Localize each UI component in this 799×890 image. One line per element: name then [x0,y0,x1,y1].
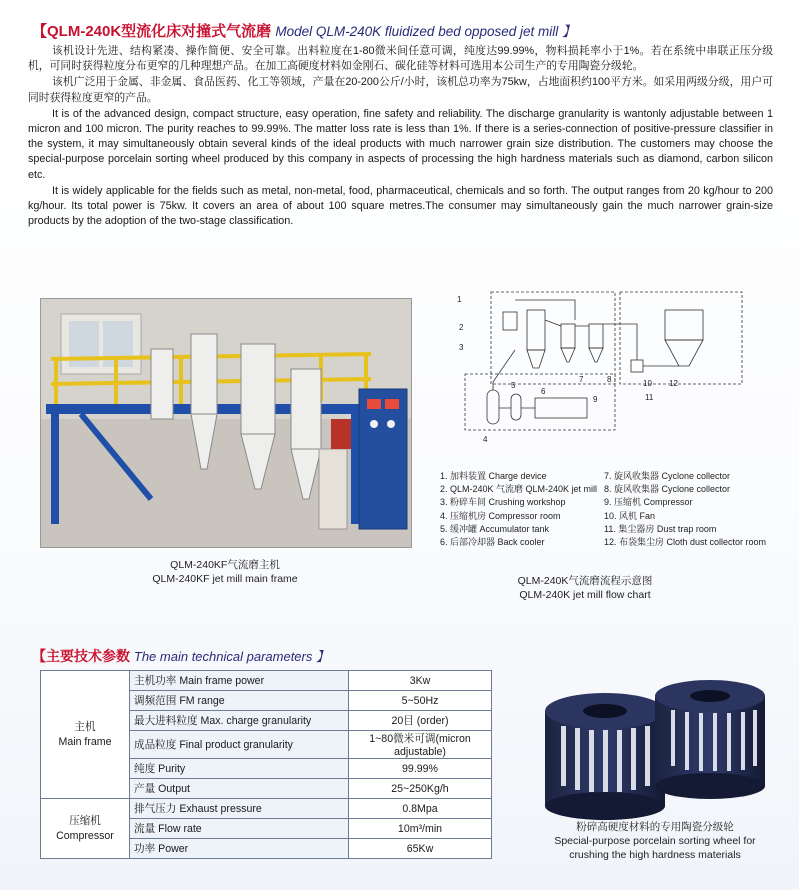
flow-label-12: 12 [669,379,678,388]
param-value: 5~50Hz [349,691,492,711]
legend-item: 6. 后部冷却器 Back cooler [440,537,545,548]
param-value: 20目 (order) [349,711,492,731]
wheel-caption-en-1: Special-purpose porcelain sorting wheel for [554,835,756,847]
flow-caption-en: QLM-240K jet mill flow chart [519,589,651,601]
flow-chart-diagram [455,290,745,465]
legend-item: 3. 粉碎车间 Crushing workshop [440,497,566,508]
param-value: 65Kw [349,839,492,859]
legend-item: 8. 旋风收集器 Cyclone collector [604,484,731,495]
flow-label-6: 6 [541,387,546,396]
param-value: 1~80微米可调(micron adjustable) [349,731,492,759]
flow-label-11: 11 [645,393,654,402]
wheel-caption-en-2: crushing the high hardness materials [569,849,741,861]
wheel-caption [515,820,795,862]
section-title [32,646,329,666]
table-row [41,671,492,691]
page-title [32,20,772,41]
param-label: 最大进料粒度 Max. charge granularity [130,711,349,731]
flow-legend-left [440,470,610,549]
param-value: 99.99% [349,759,492,779]
flow-chart [455,290,745,465]
param-value: 25~250Kg/h [349,779,492,799]
wheel-caption-cn: 粉碎高硬度材料的专用陶瓷分级轮 [576,821,734,833]
flow-label-9: 9 [593,395,598,404]
legend-item: 2. QLM-240K 气流磨 QLM-240K jet mill [440,484,598,495]
legend-item: 9. 压缩机 Compressor [604,497,693,508]
param-label: 产量 Output [130,779,349,799]
photo-caption-en: QLM-240KF jet mill main frame [152,573,298,585]
legend-item: 4. 压缩机房 Compressor room [440,510,561,521]
flow-caption-cn: QLM-240K气流磨流程示意图 [517,575,653,587]
flow-label-8: 8 [607,375,612,384]
flow-label-4: 4 [483,435,488,444]
legend-item: 7. 旋风收集器 Cyclone collector [604,471,731,481]
group-main-frame-en: Main frame [58,735,112,748]
group-compressor-en: Compressor [56,829,114,842]
flow-label-10: 10 [643,379,652,388]
table-row [41,799,492,819]
group-compressor-cn: 压缩机 [69,814,101,827]
jet-mill-photo-illustration [41,299,411,547]
flow-caption [470,574,700,602]
param-label: 纯度 Purity [130,759,349,779]
section-title-cn: 【主要技术参数 [32,648,130,664]
param-label: 流量 Flow rate [130,819,349,839]
intro-cn-2: 该机广泛用于金属、非金属、食品医药、化工等领域，产量在20-200公斤/小时，该机总功率为75kw，占地面积约100平方米。如采用两级分级，用户可同时获得粒度更窄的产品。 [28,76,773,104]
intro-en-1: It is of the advanced design, compact structure, easy operation, fine safety and reliability. The discharge granularity is wantonly adjustable between 1 micron and 100 micron. The purity reaches to 99.99%. The matter loss rate is less than 1%. If there is a series-connection of positive-pressure classifier in the system, it may simultaneously obtain several kinds of the ideal products with much narrower grain size distribution. The customers may choose the special-purpose porcelain sorting wheel produced by this company in aspects of processing the high hardness materials such as diamond, carbon silicon etc. [28,107,773,181]
photo-caption-cn: QLM-240KF气流磨主机 [170,559,280,571]
param-label: 调频范围 FM range [130,691,349,711]
flow-legend-right [604,470,780,549]
parameters-table [40,670,492,859]
flow-label-2: 2 [459,323,464,332]
page-title-cn: 【QLM-240K型流化床对撞式气流磨 [32,23,272,40]
ceramic-wheel-photo [535,676,775,821]
flow-label-5: 5 [511,381,516,390]
flow-label-3: 3 [459,343,464,352]
param-label: 功率 Power [130,839,349,859]
legend-item: 12. 布袋集尘房 Cloth dust collector room [604,537,767,548]
param-value: 10m³/min [349,819,492,839]
legend-item: 11. 集尘器房 Dust trap room [604,523,717,534]
legend-item: 10. 风机 Fan [604,510,656,521]
legend-item: 1. 加料装置 Charge device [440,471,547,481]
param-label: 排气压力 Exhaust pressure [130,799,349,819]
ceramic-wheel-illustration [535,676,775,821]
jet-mill-photo [40,298,412,548]
legend-item: 5. 缓冲罐 Accumulator tank [440,523,550,534]
group-compressor [41,799,130,859]
group-main-frame-cn: 主机 [74,720,96,733]
flow-label-7: 7 [579,375,584,384]
group-main-frame [41,671,130,799]
param-label: 成品粒度 Final product granularity [130,731,349,759]
intro-text [28,44,773,230]
param-label: 主机功率 Main frame power [130,671,349,691]
page-title-en: Model QLM-240K fluidized bed opposed jet mill 】 [275,24,576,39]
intro-cn-1: 该机设计先进、结构紧凑、操作简便、安全可靠。出料粒度在1-80微米间任意可调，纯度达99.99%，物料损耗率小于1%。若在系统中串联正压分级机，可同时获得粒度分布更窄的几种理想产品。在加工高硬度材料如金刚石、碳化硅等材料可选用本公司生产的专用陶瓷分级轮。 [28,45,773,73]
param-value: 0.8Mpa [349,799,492,819]
flow-label-1: 1 [457,295,462,304]
param-value: 3Kw [349,671,492,691]
intro-en-2: It is widely applicable for the fields such as metal, non-metal, food, pharmaceutical, chemicals and so forth. The output ranges from 20 kg/hour to 200 kg/hour. Its total power is 75kw. It covers an area of about 100 square metres.The consumer may simultaneously gain the much narrower grain-size products by the adoption of the two-stage classification. [28,184,773,228]
section-title-en: The main technical parameters 】 [133,649,329,664]
flow-chart-labels [457,295,678,444]
photo-caption [100,558,350,586]
